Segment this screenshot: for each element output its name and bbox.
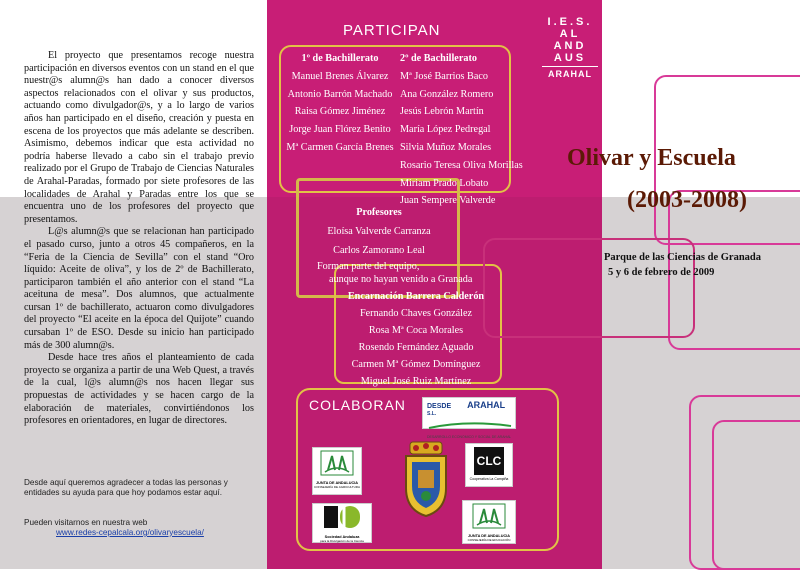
student: Juan Sempere Valverde	[400, 195, 496, 207]
student: Rosario Teresa Oliva Morillas	[400, 159, 523, 171]
arahal-coat-of-arms	[400, 440, 452, 518]
desde-arahal-logo	[422, 397, 516, 439]
former-line1: Forman parte del equipo,	[317, 261, 420, 272]
former-teachers	[336, 288, 496, 390]
student: Raisa Gómez Jiménez	[294, 106, 386, 118]
visit-block	[24, 518, 264, 538]
event-title: Olivar y Escuela	[567, 145, 736, 171]
student: Jorge Juan Flórez Benito	[289, 124, 391, 136]
arahal-logo-name: ARAHAL	[467, 400, 506, 410]
former-teacher: Carmen Mª Gómez Domínguez	[351, 359, 481, 370]
profesores-header: Profesores	[356, 207, 402, 218]
visit-label: Pueden visitarnos en nuestra web	[24, 518, 148, 527]
participan-title: PARTICIPAN	[343, 22, 441, 39]
sociedad-sub: para la Divulgación de la Ciencia	[320, 539, 364, 543]
ies-logo-line: AND	[553, 40, 587, 52]
event-dates: 5 y 6 de febrero de 2009	[608, 267, 715, 278]
student: Manuel Brenes Álvarez	[291, 70, 389, 82]
coat-of-arms-icon	[400, 440, 452, 518]
arahal-logo-sub: S.L.	[427, 411, 437, 417]
student: Silvia Muñoz Morales	[400, 141, 492, 153]
colaboran-title: COLABORAN	[309, 397, 406, 413]
student: Mª José Barrios Baco	[400, 70, 488, 82]
website-link[interactable]: www.redes-cepalcala.org/olivaryescuela/	[56, 528, 204, 537]
arahal-logo-caption: DESARROLLO ECONÓMICO Y SOCIAL DE ARAHAL	[427, 435, 511, 439]
former-teacher: Miguel José Ruiz Martínez	[360, 376, 472, 387]
former-teacher: Rosendo Fernández Aguado	[358, 342, 474, 353]
student: Jesús Lebrón Martín	[400, 106, 484, 118]
junta-agricultura-logo	[312, 447, 362, 495]
junta-emblem-icon	[320, 450, 354, 476]
clc-caption: Cooperativa La Campiña	[469, 477, 509, 481]
ies-logo-arahal: ARAHAL	[542, 66, 598, 80]
arahal-logo-top: DESDE	[427, 403, 452, 410]
right-frame-bottom-inner	[712, 420, 800, 570]
project-description	[24, 50, 254, 428]
former-intro	[317, 260, 472, 286]
col2-header: 2º de Bachillerato	[400, 53, 477, 64]
event-venue-block	[604, 250, 761, 280]
paragraph-intro: El proyecto que presentamos recoge nuestra participación en diversos eventos con un stand en el que nuestr@s alumn@s han dado a conocer diversos aspectos relacionados con el olivar y sus productos, actuando como divulgador@s, y a lo largo de varios años han participado en el diseño, creación y puesta en escena de los proyectos que más adelante se describen. Asimismo, debemos indicar que esta actividad no podría haberse llevado a cabo sin el trabajo previo realizado por el Grupo de Trabajo de Ciencias Naturales de Arahal-Paradas, formado por siete profesores de las localidades de Arahal y Paradas entre los que se encuentra uno de los profesores del proyecto que presentamos.	[24, 50, 254, 225]
event-venue: Parque de las Ciencias de Granada	[604, 252, 762, 263]
junta2-name: JUNTA DE ANDALUCIA	[467, 534, 511, 538]
junta-educacion-logo	[462, 500, 516, 544]
profesores-block	[300, 203, 458, 260]
student: Ana González Romero	[400, 88, 494, 100]
event-years: (2003-2008)	[627, 187, 747, 213]
thanks-text: Desde aquí queremos agradecer a todas las personas y entidades su ayuda para que hoy podamos estar aquí.	[24, 478, 228, 497]
arahal-swoosh-icon	[427, 422, 513, 430]
former-teacher: Fernando Chaves González	[359, 308, 473, 319]
sociedad-divulgacion-logo	[312, 503, 372, 543]
junta1-name: JUNTA DE ANDALUCIA	[315, 481, 359, 485]
junta1-sub: CONSEJERÍA DE AGRICULTURA	[314, 485, 360, 489]
cooperativa-campina-logo	[465, 443, 513, 487]
clc-mark-icon: CLC	[474, 447, 504, 475]
teacher: Carlos Zamorano Leal	[333, 245, 425, 256]
ies-logo-line: AUS	[553, 52, 587, 64]
student: Antonio Barrón Machado	[287, 88, 393, 100]
junta2-sub: CONSEJERÍA DE EDUCACIÓN	[467, 538, 511, 542]
student: Mª Carmen García Brenes	[286, 141, 394, 153]
ies-logo-line: AL	[559, 28, 581, 40]
student: María López Pedregal	[400, 124, 491, 136]
junta-emblem-icon	[472, 503, 506, 529]
former-line2: aunque no hayan venido a Granada	[329, 274, 473, 285]
paragraph-students: L@s alumn@s que se relacionan han participado el pasado curso, junto a otros 45 compañeros, en la “Feria de la Ciencia de Sevilla” con el stand “Oro líquido: Aceite de oliva”, y los de 2º de Bachillerato, participaron también el año anterior con el stand “La aceituna de mesa”. Dos alumnos, que actualmente cursan 1º de bachillerato, actuaron como divulgadores del proyecto “El aceite en la época del Quijote” cuando cursaban 1º de ESO. Desde su inicio han participado más de 300 alumn@s.	[24, 226, 254, 351]
col1-students	[285, 50, 395, 157]
former-teacher: Encarnación Barrera Calderón	[347, 291, 485, 302]
student: Miriam Prado Lobato	[400, 177, 489, 189]
former-teacher: Rosa Mª Coca Morales	[368, 325, 464, 336]
paragraph-webquest: Desde hace tres años el planteamiento de cada proyecto se organiza a partir de una Web Quest, a través de la cual, l@s alumn@s nos hacen llegar sus propuestas de actividades y se hacen cargo de la elaboración de materiales, convirtiéndonos los profesores en orientadores, en lugar de directores.	[24, 352, 254, 427]
teacher: Eloísa Valverde Carranza	[327, 226, 431, 237]
ies-logo	[542, 16, 598, 80]
sociedad-name: Sociedad Andaluza	[324, 535, 360, 539]
col2-students	[400, 50, 523, 210]
sociedad-emblem-icon	[320, 504, 364, 530]
ies-logo-line: I.E.S.	[547, 16, 593, 28]
col1-header: 1º de Bachillerato	[301, 53, 379, 64]
